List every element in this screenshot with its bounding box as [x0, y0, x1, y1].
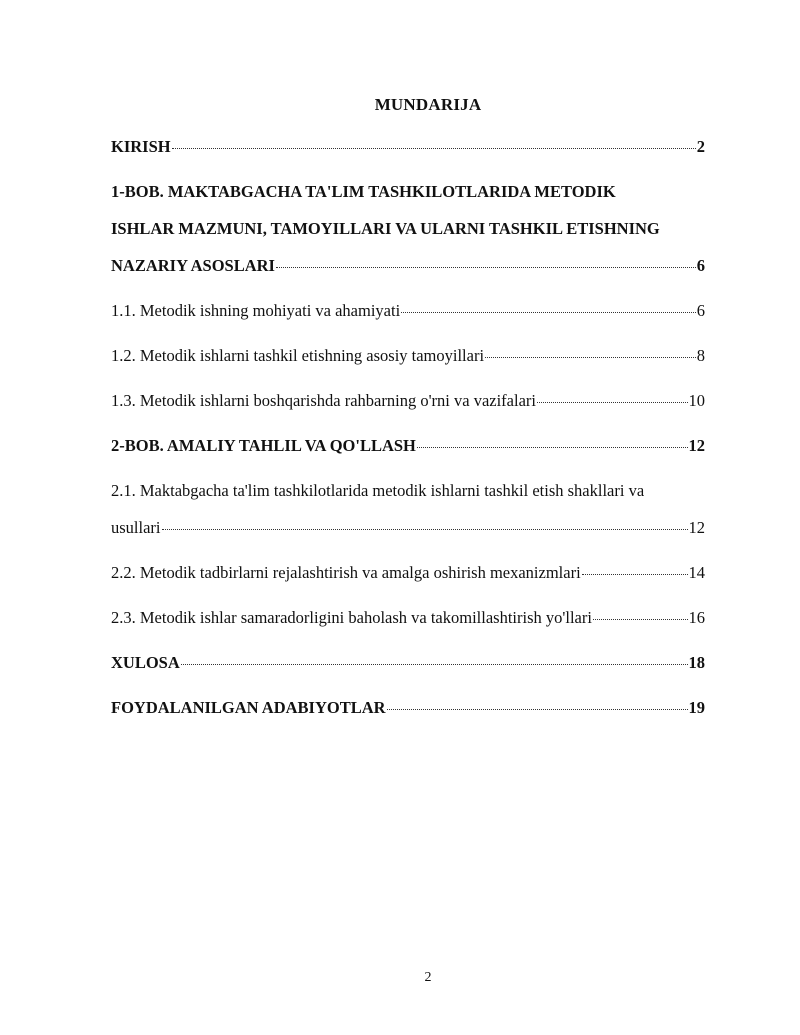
toc-entry-section-2-1[interactable]: [111, 472, 705, 546]
toc-entry-title-line: NAZARIY ASOSLARI: [111, 256, 275, 275]
toc-entry-title: 1.2. Metodik ishlarni tashkil etishning asosiy tamoyillari: [111, 346, 485, 365]
toc-entry-page: 2: [696, 137, 705, 156]
toc-entry-page: 6: [696, 301, 705, 320]
toc-entry-title: 1.1. Metodik ishning mohiyati va ahamiyati: [111, 301, 401, 320]
page-number: 2: [424, 970, 432, 985]
table-of-contents: [111, 128, 705, 726]
dot-leader: [162, 529, 688, 530]
toc-entry-chapter-2[interactable]: [111, 427, 705, 464]
toc-entry-title: FOYDALANILGAN ADABIYOTLAR: [111, 698, 386, 717]
toc-entry-page: 14: [688, 563, 705, 582]
toc-entry-xulosa[interactable]: [111, 644, 705, 681]
toc-entry-title: 2.2. Metodik tadbirlarni rejalashtirish va amalga oshirish mexanizmlari: [111, 563, 581, 582]
toc-entry-title-line: 2.1. Maktabgacha ta'lim tashkilotlarida metodik ishlarni tashkil etish shakllari va: [111, 481, 645, 500]
toc-entry-title-line: usullari: [111, 518, 161, 537]
toc-entry-page: 16: [688, 608, 705, 627]
toc-entry-title: 1.3. Metodik ishlarni boshqarishda rahbarning o'rni va vazifalari: [111, 391, 536, 410]
toc-entry-page: 6: [696, 256, 705, 275]
dot-leader: [485, 357, 696, 358]
dot-leader: [593, 619, 688, 620]
toc-entry-section-2-2[interactable]: [111, 554, 705, 591]
toc-entry-page: 8: [696, 346, 705, 365]
toc-entry-page: 18: [688, 653, 705, 672]
toc-entry-section-1-3[interactable]: [111, 382, 705, 419]
dot-leader: [417, 447, 688, 448]
toc-entry-kirish[interactable]: [111, 128, 705, 165]
toc-entry-section-1-1[interactable]: [111, 292, 705, 329]
toc-entry-title: KIRISH: [111, 137, 171, 156]
toc-entry-section-1-2[interactable]: [111, 337, 705, 374]
toc-entry-references[interactable]: [111, 689, 705, 726]
toc-entry-chapter-1[interactable]: [111, 173, 705, 284]
dot-leader: [387, 709, 688, 710]
dot-leader: [172, 148, 696, 149]
toc-heading: MUNDARIJA: [374, 95, 482, 114]
toc-entry-page: 19: [688, 698, 705, 717]
toc-entry-title-line: ISHLAR MAZMUNI, TAMOYILLARI VA ULARNI TASHKIL ETISHNING: [111, 219, 660, 238]
toc-entry-page: 12: [688, 518, 705, 537]
dot-leader: [537, 402, 688, 403]
dot-leader: [181, 664, 688, 665]
dot-leader: [276, 267, 696, 268]
toc-entry-page: 10: [688, 391, 705, 410]
toc-entry-section-2-3[interactable]: [111, 599, 705, 636]
toc-entry-title: 2.3. Metodik ishlar samaradorligini baholash va takomillashtirish yo'llari: [111, 608, 592, 627]
toc-entry-title: 2-BOB. AMALIY TAHLIL VA QO'LLASH: [111, 436, 416, 455]
dot-leader: [582, 574, 688, 575]
toc-entry-title: XULOSA: [111, 653, 180, 672]
toc-entry-title-line: 1-BOB. MAKTABGACHA TA'LIM TASHKILOTLARIDA METODIK: [111, 182, 616, 201]
toc-entry-page: 12: [688, 436, 705, 455]
dot-leader: [401, 312, 696, 313]
